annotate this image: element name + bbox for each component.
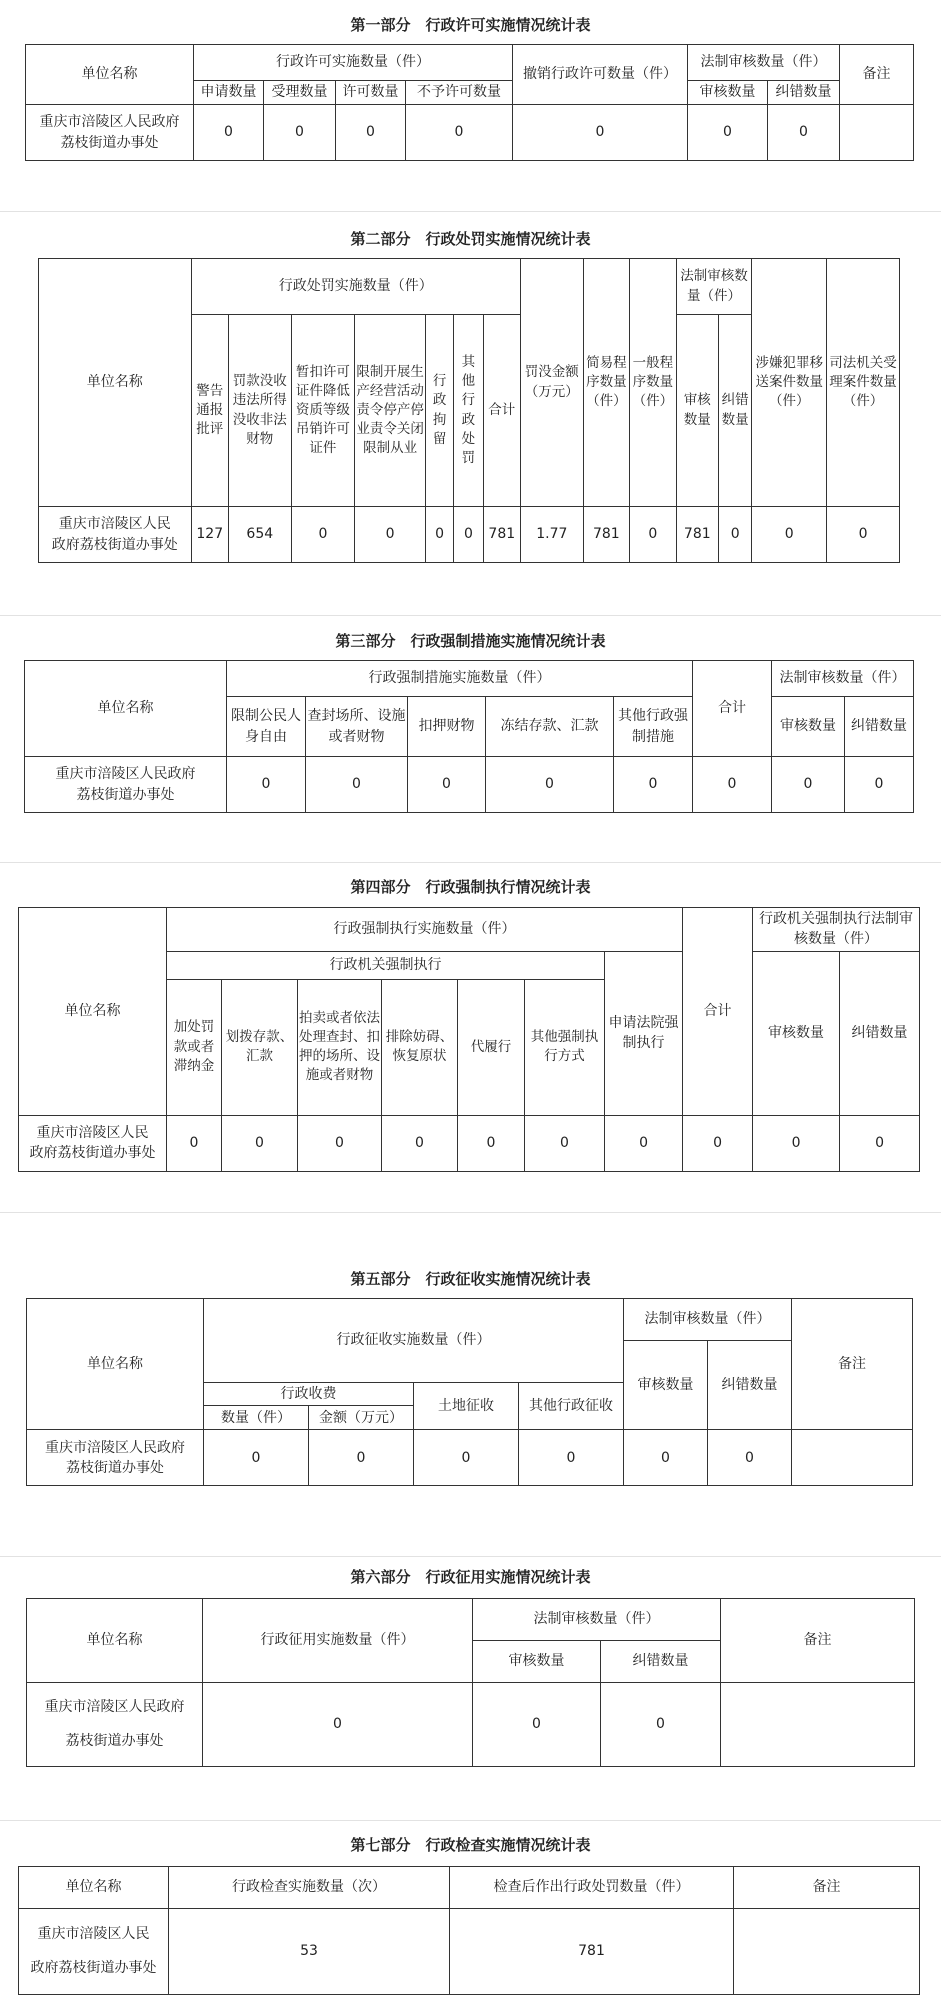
value-cell: 127 [191, 507, 228, 563]
legal-review-header: 法制审核数量（件） [688, 45, 840, 81]
freeze-header: 冻结存款、汇款 [486, 697, 614, 757]
correct-header: 纠错数量 [719, 315, 752, 507]
auction-header: 拍卖或者依法处理查封、扣押的场所、设施或者财物 [298, 979, 382, 1115]
transfer-deposit-header: 划拨存款、汇款 [222, 979, 298, 1115]
remark-cell [721, 1683, 915, 1767]
value-cell: 0 [693, 757, 772, 813]
section-6-title: 第六部分 行政征用实施情况统计表 [350, 1568, 591, 1586]
review-header: 审核数量 [753, 951, 840, 1115]
other-measure-header: 其他行政强制措施 [614, 697, 693, 757]
correct-header: 纠错数量 [601, 1641, 721, 1683]
coercive-execution-table [18, 907, 920, 1172]
unit-name-header: 单位名称 [27, 1599, 203, 1683]
license-suspend-header: 暂扣许可证件降低资质等级吊销许可证件 [291, 315, 355, 507]
value-cell: 0 [306, 757, 408, 813]
requisition-table [26, 1598, 915, 1767]
correct-header: 纠错数量 [708, 1341, 792, 1430]
deny-header: 不予许可数量 [406, 81, 513, 105]
penalty-count-header: 行政处罚实施数量（件） [191, 259, 520, 315]
value-cell: 781 [676, 507, 718, 563]
value-cell: 0 [513, 105, 688, 161]
judicial-header: 司法机关受理案件数量（件） [827, 259, 900, 507]
coercive-measure-table [24, 660, 914, 813]
unit-name-header: 单位名称 [19, 1867, 169, 1909]
penalty-fee-header: 加处罚款或者滞纳金 [167, 979, 222, 1115]
value-cell: 0 [601, 1683, 721, 1767]
value-cell: 0 [382, 1115, 458, 1171]
legal-review-header: 法制审核数量（件） [624, 1299, 792, 1341]
value-cell: 0 [355, 507, 426, 563]
remark-header: 备注 [734, 1867, 920, 1909]
other-execution-header: 其他强制执行方式 [525, 979, 605, 1115]
org-name-cell: 重庆市涪陵区人民 政府荔枝街道办事处 [19, 1115, 167, 1171]
land-levy-header: 土地征收 [414, 1383, 519, 1430]
value-cell: 0 [203, 1683, 473, 1767]
value-cell: 0 [406, 105, 513, 161]
inspection-table [18, 1866, 920, 1995]
remark-header: 备注 [721, 1599, 915, 1683]
remove-obstacle-header: 排除妨碍、恢复原状 [382, 979, 458, 1115]
permit-table [25, 44, 914, 161]
total-header: 合计 [483, 315, 520, 507]
value-cell: 781 [583, 507, 629, 563]
value-cell: 781 [483, 507, 520, 563]
divider [0, 1556, 941, 1557]
remark-header: 备注 [792, 1299, 913, 1430]
total-header: 合计 [683, 908, 753, 1116]
value-cell: 0 [222, 1115, 298, 1171]
fine-confiscation-header: 罚款没收违法所得没收非法财物 [228, 315, 291, 507]
remark-cell [734, 1909, 920, 1995]
value-cell: 0 [845, 757, 914, 813]
fine-amount-header: 罚没金额（万元） [520, 259, 583, 507]
value-cell: 1.77 [520, 507, 583, 563]
penalty-table [38, 258, 900, 563]
unit-name-header: 单位名称 [25, 661, 227, 757]
correct-header: 纠错数量 [840, 951, 920, 1115]
value-cell: 0 [827, 507, 900, 563]
value-cell: 0 [753, 1115, 840, 1171]
seize-header: 扣押财物 [408, 697, 486, 757]
value-cell: 0 [194, 105, 264, 161]
value-cell: 0 [291, 507, 355, 563]
section-5-title: 第五部分 行政征收实施情况统计表 [350, 1270, 591, 1288]
section-4-title: 第四部分 行政强制执行情况统计表 [350, 878, 591, 896]
total-header: 合计 [693, 661, 772, 757]
measure-count-header: 行政强制措施实施数量（件） [227, 661, 693, 697]
execution-count-header: 行政强制执行实施数量（件） [167, 908, 683, 952]
divider [0, 1820, 941, 1821]
value-cell: 0 [264, 105, 336, 161]
org-name-cell: 重庆市涪陵区人民政府 荔枝街道办事处 [27, 1430, 204, 1486]
legal-review-header: 行政机关强制执行法制审核数量（件） [753, 908, 920, 952]
crime-transfer-header: 涉嫌犯罪移送案件数量（件） [752, 259, 827, 507]
unit-name-header: 单位名称 [26, 45, 194, 105]
other-levy-header: 其他行政征收 [519, 1383, 624, 1430]
value-cell: 53 [169, 1909, 450, 1995]
value-cell: 0 [454, 507, 483, 563]
org-name-cell: 重庆市涪陵区人民政府 荔枝街道办事处 [27, 1683, 203, 1767]
review-header: 审核数量 [772, 697, 845, 757]
value-cell: 0 [772, 757, 845, 813]
substitute-perform-header: 代履行 [458, 979, 525, 1115]
value-cell: 0 [708, 1430, 792, 1486]
revoke-header: 撤销行政许可数量（件） [513, 45, 688, 105]
org-name-cell: 重庆市涪陵区人民政府 荔枝街道办事处 [26, 105, 194, 161]
business-restrict-header: 限制开展生产经营活动责令停产停业责令关闭限制从业 [355, 315, 426, 507]
org-name-cell: 重庆市涪陵区人民政府 荔枝街道办事处 [25, 757, 227, 813]
court-execution-header: 申请法院强制执行 [605, 951, 683, 1115]
value-cell: 0 [408, 757, 486, 813]
org-name-cell: 重庆市涪陵区人民 政府荔枝街道办事处 [19, 1909, 169, 1995]
section-1-title: 第一部分 行政许可实施情况统计表 [350, 16, 591, 34]
review-header: 审核数量 [688, 81, 768, 105]
unit-name-header: 单位名称 [19, 908, 167, 1116]
value-cell: 0 [204, 1430, 309, 1486]
review-header: 审核数量 [624, 1341, 708, 1430]
legal-review-header: 法制审核数量（件） [473, 1599, 721, 1641]
restrict-freedom-header: 限制公民人身自由 [227, 697, 306, 757]
divider [0, 862, 941, 863]
fee-header: 行政收费 [204, 1383, 414, 1406]
value-cell: 0 [458, 1115, 525, 1171]
value-cell: 654 [228, 507, 291, 563]
value-cell: 0 [336, 105, 406, 161]
value-cell: 0 [688, 105, 768, 161]
permit-count-header: 行政许可实施数量（件） [194, 45, 513, 81]
other-penalty-header: 其他行政处罚 [454, 315, 483, 507]
divider [0, 211, 941, 212]
value-cell: 0 [752, 507, 827, 563]
value-cell: 0 [840, 1115, 920, 1171]
value-cell: 0 [167, 1115, 222, 1171]
value-cell: 0 [473, 1683, 601, 1767]
remark-cell [840, 105, 914, 161]
divider [0, 615, 941, 616]
value-cell: 0 [425, 507, 453, 563]
fee-amount-header: 金额（万元） [309, 1406, 414, 1430]
permit-header: 许可数量 [336, 81, 406, 105]
detention-header: 行政拘留 [425, 315, 453, 507]
levy-count-header: 行政征收实施数量（件） [204, 1299, 624, 1383]
section-3-title: 第三部分 行政强制措施实施情况统计表 [335, 632, 606, 650]
correct-header: 纠错数量 [768, 81, 840, 105]
section-2-title: 第二部分 行政处罚实施情况统计表 [350, 230, 591, 248]
apply-header: 申请数量 [194, 81, 264, 105]
fee-quantity-header: 数量（件） [204, 1406, 309, 1430]
review-header: 审核数量 [676, 315, 718, 507]
value-cell: 0 [486, 757, 614, 813]
simple-procedure-header: 简易程序数量（件） [583, 259, 629, 507]
section-7-title: 第七部分 行政检查实施情况统计表 [350, 1836, 591, 1854]
seal-header: 查封场所、设施或者财物 [306, 697, 408, 757]
value-cell: 0 [683, 1115, 753, 1171]
value-cell: 781 [450, 1909, 734, 1995]
divider [0, 1212, 941, 1213]
correct-header: 纠错数量 [845, 697, 914, 757]
agency-execution-header: 行政机关强制执行 [167, 951, 605, 979]
value-cell: 0 [605, 1115, 683, 1171]
value-cell: 0 [227, 757, 306, 813]
legal-review-header: 法制审核数量（件） [676, 259, 752, 315]
post-inspection-penalty-header: 检查后作出行政处罚数量（件） [450, 1867, 734, 1909]
remark-cell [792, 1430, 913, 1486]
value-cell: 0 [525, 1115, 605, 1171]
value-cell: 0 [614, 757, 693, 813]
general-procedure-header: 一般程序数量（件） [630, 259, 676, 507]
legal-review-header: 法制审核数量（件） [772, 661, 914, 697]
value-cell: 0 [719, 507, 752, 563]
org-name-cell: 重庆市涪陵区人民 政府荔枝街道办事处 [39, 507, 192, 563]
unit-name-header: 单位名称 [39, 259, 192, 507]
value-cell: 0 [519, 1430, 624, 1486]
requisition-count-header: 行政征用实施数量（件） [203, 1599, 473, 1683]
remark-header: 备注 [840, 45, 914, 105]
levy-table [26, 1298, 913, 1486]
value-cell: 0 [630, 507, 676, 563]
warning-header: 警告通报批评 [191, 315, 228, 507]
value-cell: 0 [624, 1430, 708, 1486]
unit-name-header: 单位名称 [27, 1299, 204, 1430]
accept-header: 受理数量 [264, 81, 336, 105]
value-cell: 0 [768, 105, 840, 161]
review-header: 审核数量 [473, 1641, 601, 1683]
inspection-count-header: 行政检查实施数量（次） [169, 1867, 450, 1909]
value-cell: 0 [414, 1430, 519, 1486]
value-cell: 0 [309, 1430, 414, 1486]
value-cell: 0 [298, 1115, 382, 1171]
